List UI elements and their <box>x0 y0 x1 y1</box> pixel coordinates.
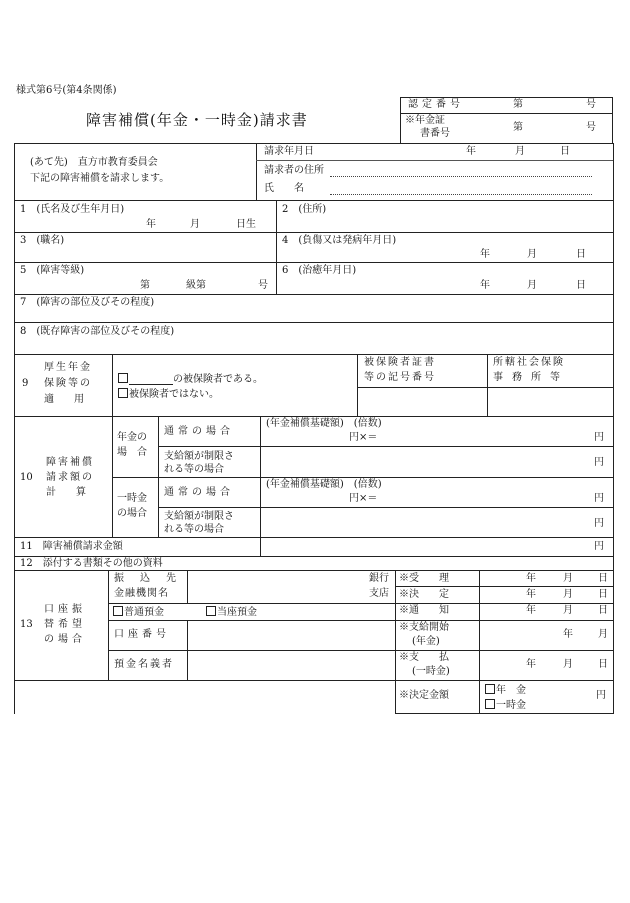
s10-label-3: 計 算 <box>46 487 86 498</box>
office-shiharai-d: 日 <box>598 659 608 670</box>
s12-label: 12 添付する書類その他の資料 <box>20 558 163 569</box>
s10-nenkin-label-1: 年金の <box>117 432 147 443</box>
office-juri-y: 年 <box>526 573 536 584</box>
s11-yen: 円 <box>594 541 604 552</box>
nintei-label: 認定番号 <box>408 99 464 110</box>
s10-ichiji-normal: 通常の場合 <box>164 487 234 498</box>
office-shiharai-m: 月 <box>563 659 573 670</box>
s11-label: 11 障害補償請求金額 <box>20 541 123 552</box>
nenkin-go: 号 <box>586 122 596 133</box>
requester-name-line[interactable] <box>330 194 592 195</box>
office-kaishi-2: (年金) <box>412 636 440 647</box>
s10-nenkin-base-label: (年金補償基礎額) (倍数) <box>266 418 382 429</box>
s9-label-3: 適 用 <box>44 394 84 405</box>
field-3-label: 3 (職名) <box>20 235 65 246</box>
field-1-label: 1 (氏名及び生年月日) <box>20 204 125 215</box>
checkbox[interactable] <box>485 699 495 709</box>
office-opt-nenkin[interactable] <box>485 684 526 696</box>
field-6-label: 6 (治癒年月日) <box>282 265 357 276</box>
field-4-month: 月 <box>527 249 537 260</box>
s9-option-insured[interactable] <box>118 373 263 385</box>
office-kaishi-m: 月 <box>598 629 608 640</box>
s10-nenkin-limit-yen: 円 <box>594 457 604 468</box>
s10-ichiji-base-label: (年金補償基礎額) (倍数) <box>266 479 382 490</box>
office-juri-d: 日 <box>598 573 608 584</box>
request-date-day: 日 <box>560 146 570 157</box>
s10-label-1: 障害補償 <box>46 457 94 468</box>
field-8-label: 8 (既存障害の部位及びその程度) <box>20 326 175 337</box>
s10-nenkin-limit-1: 支給額が制限さ <box>164 451 234 462</box>
office-kettei-m: 月 <box>563 589 573 600</box>
request-date-label: 請求年月日 <box>264 146 314 157</box>
s10-ichiji-limit-2: れる等の場合 <box>164 524 224 535</box>
field-6-year: 年 <box>480 280 490 291</box>
s13-label-2: 替希望 <box>44 619 86 630</box>
field-4-label: 4 (負傷又は発病年月日) <box>282 235 397 246</box>
field-1-day: 日生 <box>236 219 256 230</box>
office-tsuchi-m: 月 <box>563 605 573 616</box>
field-4-day: 日 <box>576 249 586 260</box>
office-tsuchi-d: 日 <box>598 605 608 616</box>
s9-label-1: 厚生年金 <box>44 362 92 373</box>
s10-nenkin-label-2: 場 合 <box>117 447 147 458</box>
s10-label-2: 請求額の <box>46 472 94 483</box>
office-tsuchi-y: 年 <box>526 605 536 616</box>
checkbox[interactable] <box>118 388 128 398</box>
opt-ichiji-text: 一時金 <box>496 700 526 711</box>
nintei-dai: 第 <box>513 99 523 110</box>
office-shiharai-1: ※支 払 <box>399 652 449 663</box>
office-shiharai-y: 年 <box>526 659 536 670</box>
office-tsuchi: ※通 知 <box>399 605 449 616</box>
s9-header-1a: 被保険者証書 <box>364 357 436 368</box>
bank-label-2: 金融機関名 <box>114 588 169 599</box>
office-shiharai-2: (一時金) <box>412 666 450 677</box>
s13-label-1: 口座振 <box>44 604 86 615</box>
page-title: 障害補償(年金・一時金)請求書 <box>86 111 308 129</box>
field-7-label: 7 (障害の部位及びその程度) <box>20 297 155 308</box>
s9-label-2: 保険等の <box>44 378 92 389</box>
office-opt-ichiji[interactable] <box>485 699 526 711</box>
office-kaishi-1: ※支給開始 <box>399 622 449 633</box>
field-1-month: 月 <box>190 219 200 230</box>
office-kettei-d: 日 <box>598 589 608 600</box>
s10-ichiji-limit-yen: 円 <box>594 518 604 529</box>
insurance-name-blank[interactable] <box>129 375 173 385</box>
s10-ichiji-formula: 円×＝ <box>349 493 378 504</box>
s10-ichiji-label-2: の場合 <box>117 508 147 519</box>
office-juri: ※受 理 <box>399 573 449 584</box>
office-kaishi-y: 年 <box>563 629 573 640</box>
field-6-month: 月 <box>527 280 537 291</box>
office-kettei: ※決 定 <box>399 589 449 600</box>
s10-nenkin-formula: 円×＝ <box>349 432 378 443</box>
account-number-label: 口座番号 <box>114 629 170 640</box>
account-type-toza[interactable] <box>206 606 257 618</box>
s9-header-2b: 事務所等 <box>493 372 569 383</box>
requester-address-line[interactable] <box>330 176 592 177</box>
checkbox[interactable] <box>485 684 495 694</box>
checkbox[interactable] <box>113 606 123 616</box>
nenkin-label-2: 書番号 <box>420 128 450 139</box>
s10-ichiji-normal-yen: 円 <box>594 493 604 504</box>
futsu-text: 普通預金 <box>124 607 164 618</box>
account-holder-label: 預金名義者 <box>114 659 174 670</box>
request-date-month: 月 <box>515 146 525 157</box>
office-kingaku: ※決定金額 <box>399 690 449 701</box>
checkbox[interactable] <box>118 373 128 383</box>
addressee: (あて先) 直方市教育委員会 <box>30 157 158 168</box>
s9-number: 9 <box>22 378 29 389</box>
field-5-dai: 第 <box>140 280 150 291</box>
checkbox[interactable] <box>206 606 216 616</box>
s10-ichiji-limit-1: 支給額が制限さ <box>164 511 234 522</box>
field-5-kyu: 級第 <box>186 280 206 291</box>
request-statement: 下記の障害補償を請求します。 <box>30 173 170 184</box>
opt-nenkin-text: 年 金 <box>496 685 526 696</box>
account-type-futsu[interactable] <box>113 606 164 618</box>
s13-label-3: の場合 <box>44 634 86 645</box>
field-2-label: 2 (住所) <box>282 204 327 215</box>
bank-shiten: 支店 <box>369 588 389 599</box>
field-4-year: 年 <box>480 249 490 260</box>
s10-number: 10 <box>20 472 33 483</box>
s10-nenkin-limit-2: れる等の場合 <box>164 464 224 475</box>
requester-address-label: 請求者の住所 <box>264 165 324 176</box>
s10-nenkin-normal-yen: 円 <box>594 432 604 443</box>
field-6-day: 日 <box>576 280 586 291</box>
s9-option-not-insured[interactable] <box>118 388 219 400</box>
bank-ginko: 銀行 <box>369 573 389 584</box>
nintei-go: 号 <box>586 99 596 110</box>
request-date-year: 年 <box>466 146 476 157</box>
toza-text: 当座預金 <box>217 607 257 618</box>
requester-name-label: 氏 名 <box>264 183 304 194</box>
field-5-label: 5 (障害等級) <box>20 265 85 276</box>
s9-header-2a: 所轄社会保険 <box>493 357 565 368</box>
office-kettei-y: 年 <box>526 589 536 600</box>
field-1-year: 年 <box>146 219 156 230</box>
office-kingaku-yen: 円 <box>596 690 606 701</box>
field-5-go: 号 <box>258 280 268 291</box>
s13-number: 13 <box>20 619 33 630</box>
s9-option-1-text: の被保険者である。 <box>173 374 263 385</box>
form-number: 様式第6号(第4条関係) <box>16 85 117 96</box>
nenkin-label-1: ※年金証 <box>405 115 445 126</box>
s10-ichiji-label-1: 一時金 <box>117 493 147 504</box>
nenkin-dai: 第 <box>513 122 523 133</box>
s10-nenkin-normal: 通常の場合 <box>164 426 234 437</box>
s9-header-1b: 等の記号番号 <box>364 372 436 383</box>
s9-option-2-text: 被保険者ではない。 <box>129 389 219 400</box>
bank-label-1: 振 込 先 <box>114 573 179 584</box>
office-juri-m: 月 <box>563 573 573 584</box>
